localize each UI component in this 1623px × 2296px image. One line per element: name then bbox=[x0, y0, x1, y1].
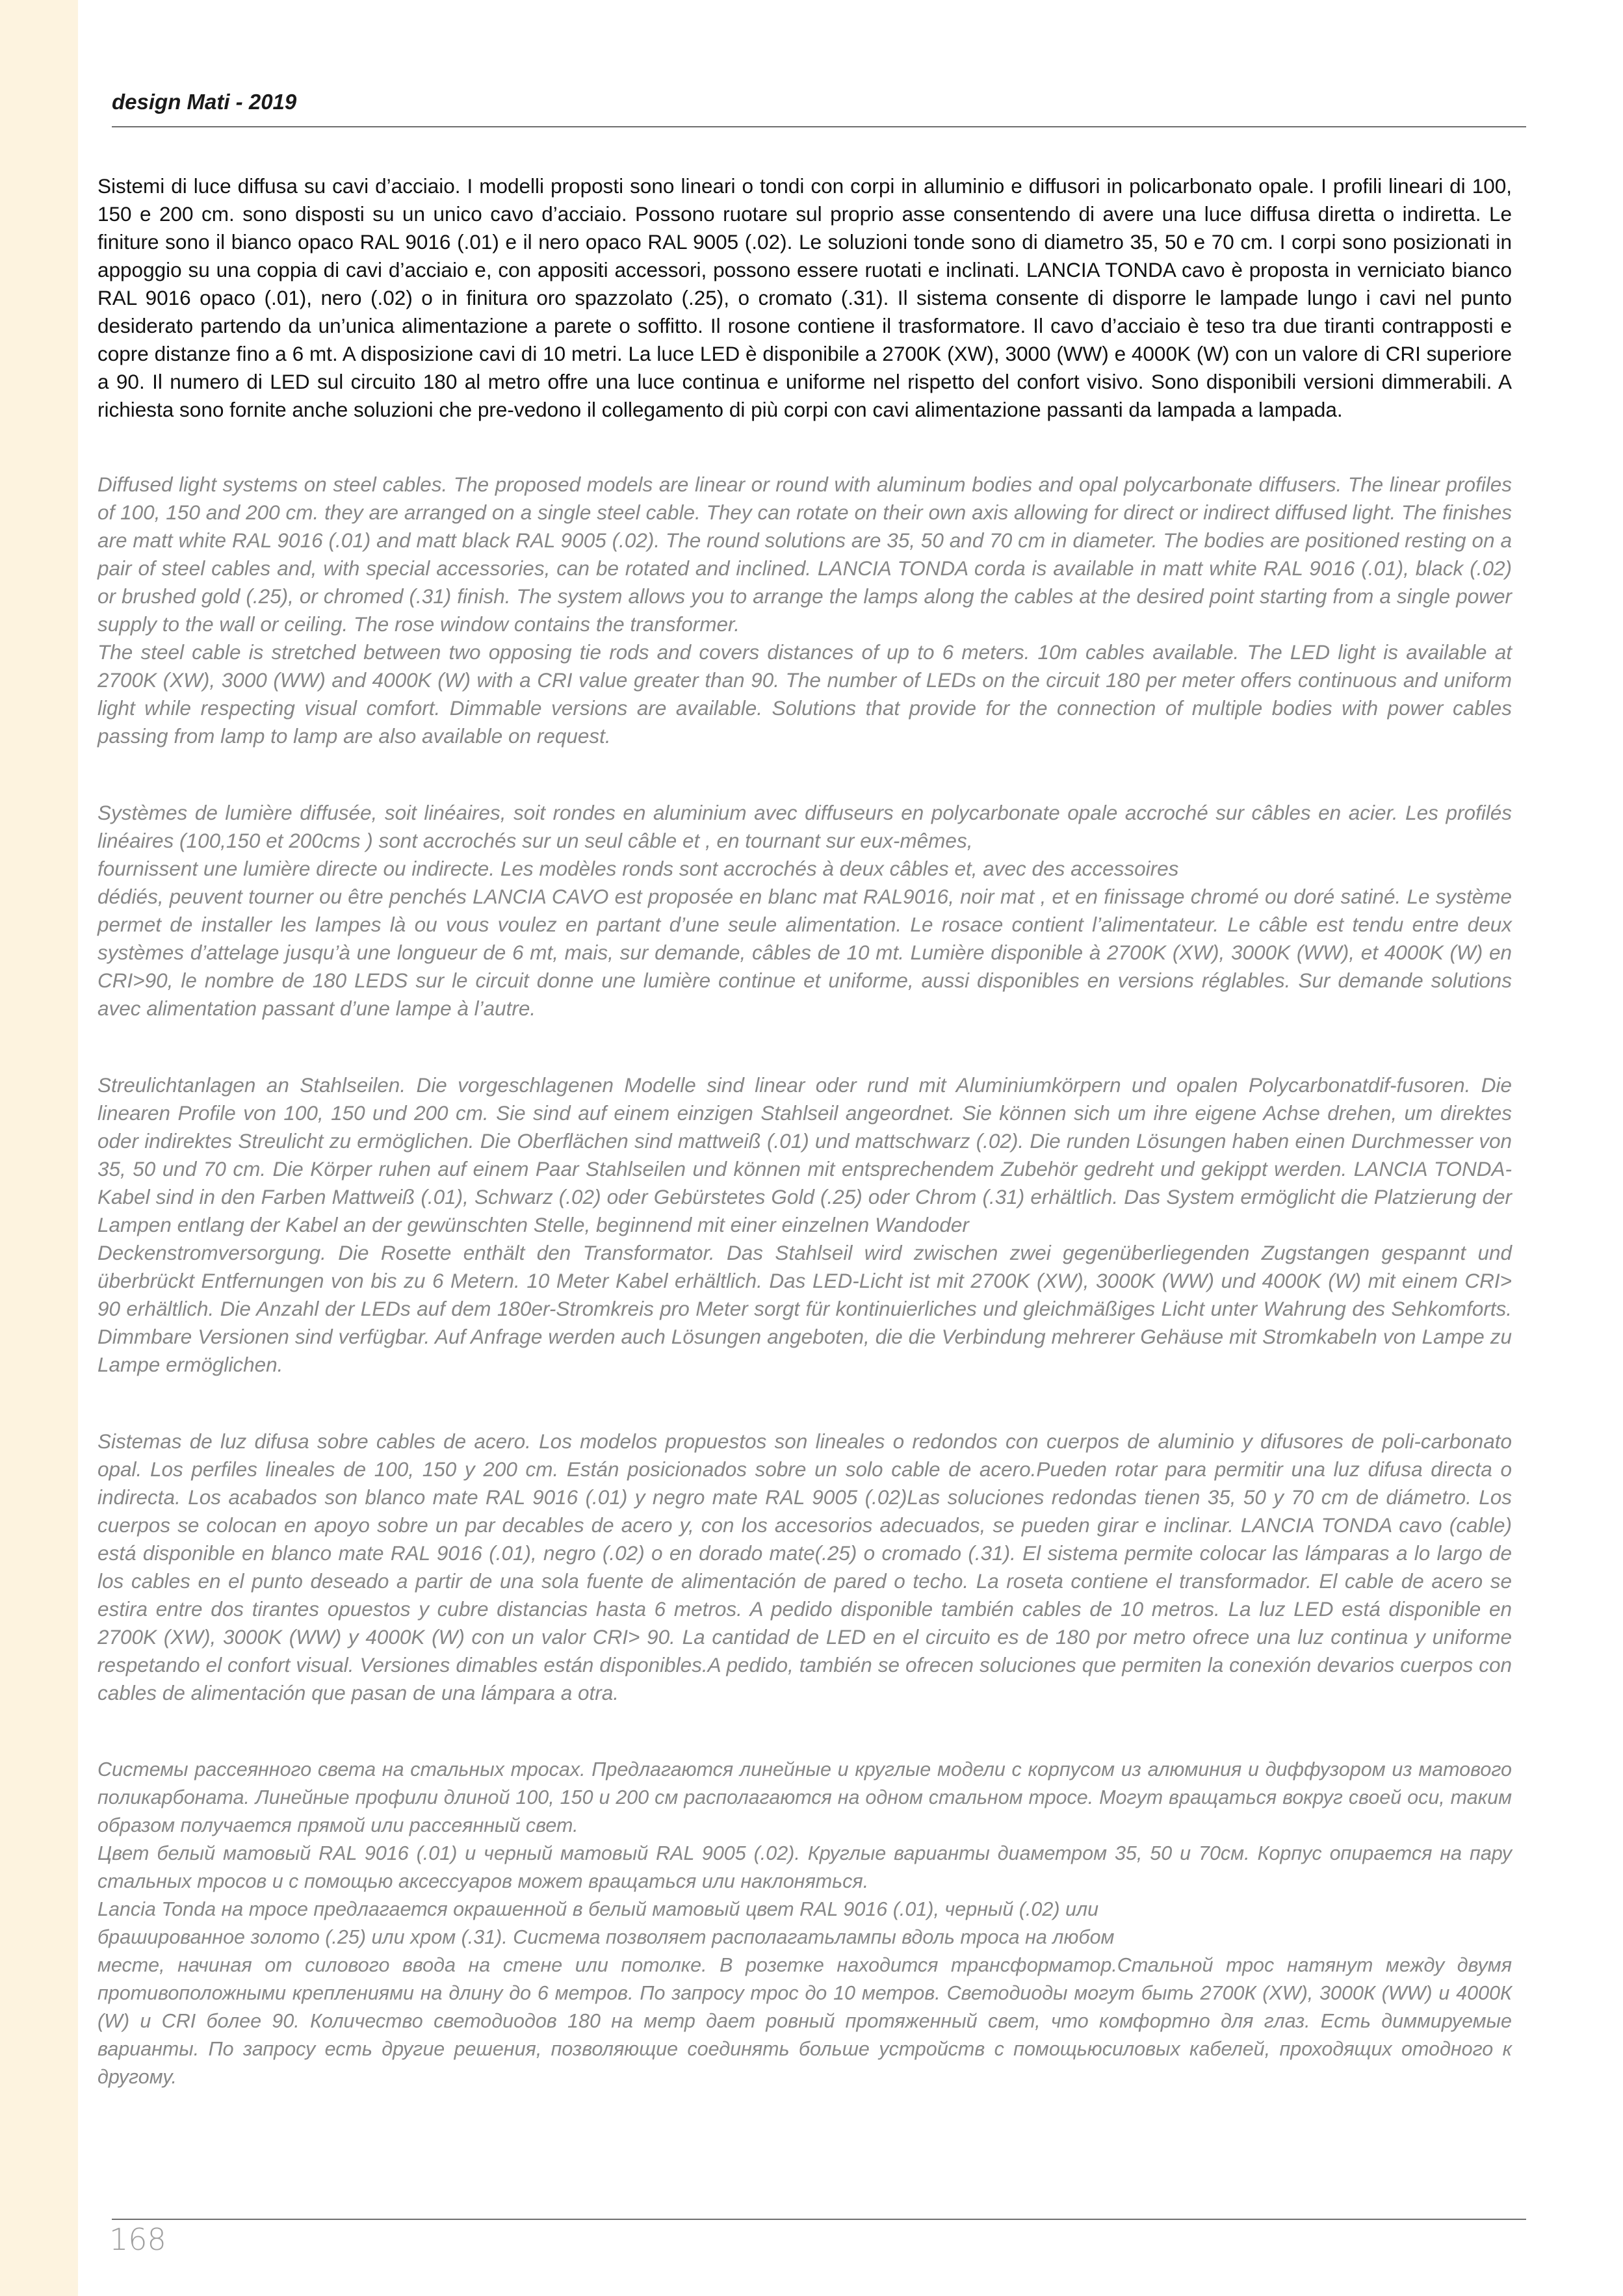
paragraph-german: Streulichtanlagen an Stahlseilen. Die vorgeschlagenen Modelle sind linear oder rund mit Aluminiumkörpern und opalen Polycarbonatdif-fusoren. Die linearen Profile von 100, 150 und 200 cm. Sie sind auf einem einzigen Stahlseil angeordnet. Sie können sich um ihre eigene Achse drehen, um direktes oder indirektes Streulicht zu ermöglichen. Die Oberflächen sind mattweiß (.01) und mattschwarz (.02). Die runden Lösungen haben einen Durchmesser von 35, 50 und 70 cm. Die Körper ruhen auf einem Paar Stahlseilen und können mit entsprechendem Zubehör gedreht und gekippt werden. LANCIA TONDA-Kabel sind in den Farben Mattweiß (.01), Schwarz (.02) oder Gebürstetes Gold (.25) oder Chrom (.31) erhältlich. Das System ermöglicht die Platzierung der Lampen entlang der Kabel an der gewünschten Stelle, beginnend mit einer einzelnen Wandoder Deckenstromversorgung. Die Rosette enthält den Transformator. Das Stahlseil wird zwischen zwei gegenüberliegenden Zugstangen gespannt und überbrückt Entfernungen von bis zu 6 Metern. 10 Meter Kabel erhältlich. Das LED-Licht ist mit 2700K (XW), 3000K (WW) und 4000K (W) mit einem CRI> 90 erhältlich. Die Anzahl der LEDs auf dem 180er-Stromkreis pro Meter sorgt für kontinuierliches und gleichmäßiges Licht unter Wahrung des Sehkomforts. Dimmbare Versionen sind verfügbar. Auf Anfrage werden auch Lösungen angeboten, die die Verbindung mehrerer Gehäuse mit Stromkabeln von Lampe zu Lampe ermöglichen. bbox=[97, 1073, 1512, 1376]
header-divider bbox=[112, 126, 1526, 127]
paragraph-italian: Sistemi di luce diffusa su cavi d’acciaio. I modelli proposti sono lineari o tondi con corpi in alluminio e diffusori in policarbonato opale. I profili lineari di 100, 150 e 200 cm. sono disposti su un unico cavo d’acciaio. Possono ruotare sul proprio asse consentendo di avere una luce diffusa diretta o indiretta. Le finiture sono il bianco opaco RAL 9016 (.01) e il nero opaco RAL 9005 (.02). Le soluzioni tonde sono di diametro 35, 50 e 70 cm. I corpi sono posizionati in appoggio su una coppia di cavi d’acciaio e, con appositi accessori, possono essere ruotati e inclinati. LANCIA TONDA cavo è proposta in verniciato bianco RAL 9016 opaco (.01), nero (.02) o in finitura oro spazzolato (.25), o cromato (.31). Il sistema consente di disporre le lampade lungo i cavi nel punto desiderato partendo da un’unica alimentazione a parete o soffitto. Il rosone contiene il trasformatore. Il cavo d’acciaio è teso tra due tiranti contrapposti e copre distanze fino a 6 mt. A disposizione cavi di 10 metri. La luce LED è disponibile a 2700K (XW), 3000 (WW) e 4000K (W) con un valore di CRI superiore a 90. Il numero di LED sul circuito 180 al metro offre una luce continua e uniforme nel rispetto del confort visivo. Sono disponibili versioni dimmerabili. A richiesta sono fornite anche soluzioni che pre-vedono il collegamento di più corpi con cavi alimentazione passanti da lampada a lampada. bbox=[97, 174, 1512, 421]
page-number: 168 bbox=[109, 2222, 166, 2257]
paragraph-french: Systèmes de lumière diffusée, soit linéaires, soit rondes en aluminium avec diffuseurs en polycarbonate opale accroché sur câbles en acier. Les profilés linéaires (100,150 et 200cms ) sont accrochés sur un seul câble et , en tournant sur eux-mêmes, fournissent une lumière directe ou indirecte. Les modèles ronds sont accrochés à deux câbles et, avec des accessoires dédiés, peuvent tourner ou être penchés LANCIA CAVO est proposée en blanc mat RAL9016, noir mat , et en finissage chromé ou doré satiné. Le système permet de installer les lampes là ou vous voulez en partant d’une seule alimentation. Le rosace contient l’alimentateur. Le câble est tendu entre deux systèmes d’attelage jusqu’à une longueur de 6 mt, mais, sur demande, câbles de 10 mt. Lumière disponible à 2700K (XW), 3000K (WW), et 4000K (W) en CRI>90, le nombre de 180 LEDS sur le circuit donne une lumière continue et uniforme, aussi disponibles en versions réglables. Sur demande solutions avec alimentation passant d’une lampe à l’autre. bbox=[97, 801, 1512, 1020]
text-body bbox=[97, 172, 1512, 2140]
paragraph-spanish: Sistemas de luz difusa sobre cables de acero. Los modelos propuestos son lineales o redondos con cuerpos de aluminio y difusores de poli-carbonato opal. Los perfiles lineales de 100, 150 y 200 cm. Están posicionados sobre un solo cable de acero.Pueden rotar para permitir una luz difusa directa o indirecta. Los acabados son blanco mate RAL 9016 (.01) y negro mate RAL 9005 (.02)Las soluciones redondas tienen 35, 50 y 70 cm de diámetro. Los cuerpos se colocan en apoyo sobre un par decables de acero y, con los accesorios adecuados, se pueden girar e inclinar. LANCIA TONDA cavo (cable) está disponible en blanco mate RAL 9016 (.01), negro (.02) o en dorado mate(.25) o cromado (.31). El sistema permite colocar las lámparas a lo largo de los cables en el punto deseado a partir de una sola fuente de alimentación de pared o techo. La roseta contiene el transformador. El cable de acero se estira entre dos tirantes opuestos y cubre distancias hasta 6 metros. A pedido disponible también cables de 10 metros. La luz LED está disponible en 2700K (XW), 3000K (WW) y 4000K (W) con un valor CRI> 90. La cantidad de LED en el circuito es de 180 por metro ofrece una luz continua y uniforme respetando el confort visual. Versiones dimables están disponibles.A pedido, también se ofrecen soluciones que permiten la conexión devarios cuerpos con cables de alimentación que pasan de una lámpara a otra. bbox=[97, 1429, 1512, 1704]
paragraph-russian: Системы рассеянного света на стальных тросах. Предлагаются линейные и круглые модели с корпусом из алюминия и диффузором из матового поликарбоната. Линейные профили длиной 100, 150 и 200 см располагаются на одном стальном тросе. Могут вращаться вокруг своей оси, таким образом получается прямой или рассеянный свет. Цвет белый матовый RAL 9016 (.01) и черный матовый RAL 9005 (.02). Круглые варианты диаметром 35, 50 и 70см. Корпус опирается на пару стальных тросов и с помощью аксессуаров может вращаться или наклоняться. Lancia Tonda на тросе предлагается окрашенной в белый матовый цвет RAL 9016 (.01), черный (.02) или брашированное золото (.25) или хром (.31). Система позволяет располагатьлампы вдоль троса на любом месте, начиная от силового ввода на стене или потолке. В розетке находится трансформатор.Стальной трос натянут между двумя противоположными креплениями на длину до 6 метров. По запросу трос до 10 метров. Светодиоды могут быть 2700К (XW), 3000К (WW) и 4000К (W) и CRI более 90. Количество светодиодов 180 на метр дает ровный протяженный свет, что комфортно для глаз. Есть диммируемые варианты. По запросу есть другие решения, позволяющие соединять больше устройств с помощьюсиловых кабелей, проходящих отодного к другому. bbox=[97, 1758, 1512, 2088]
side-color-strip bbox=[0, 0, 78, 2296]
header-title: design Mati - 2019 bbox=[112, 90, 297, 114]
paragraph-english: Diffused light systems on steel cables. The proposed models are linear or round with aluminum bodies and opal polycarbonate diffusers. The linear profiles of 100, 150 and 200 cm. they are arranged on a single steel cable. They can rotate on their own axis allowing for direct or indirect diffused light. The finishes are matt white RAL 9016 (.01) and matt black RAL 9005 (.02). The round solutions are 35, 50 and 70 cm in diameter. The bodies are positioned resting on a pair of steel cables and, with special accessories, can be rotated and inclined. LANCIA TONDA corda is available in matt white RAL 9016 (.01), black (.02) or brushed gold (.25), or chromed (.31) finish. The system allows you to arrange the lamps along the cables at the desired point starting from a single power supply to the wall or ceiling. The rose window contains the transformer. The steel cable is stretched between two opposing tie rods and covers distances of up to 6 meters. 10m cables available. The LED light is available at 2700K (XW), 3000 (WW) and 4000K (W) with a CRI value greater than 90. The number of LEDs on the circuit 180 per meter offers continuous and uniform light while respecting visual comfort. Dimmable versions are available. Solutions that provide for the connection of multiple bodies with power cables passing from lamp to lamp are also available on request. bbox=[97, 473, 1512, 748]
footer-divider bbox=[112, 2219, 1526, 2220]
